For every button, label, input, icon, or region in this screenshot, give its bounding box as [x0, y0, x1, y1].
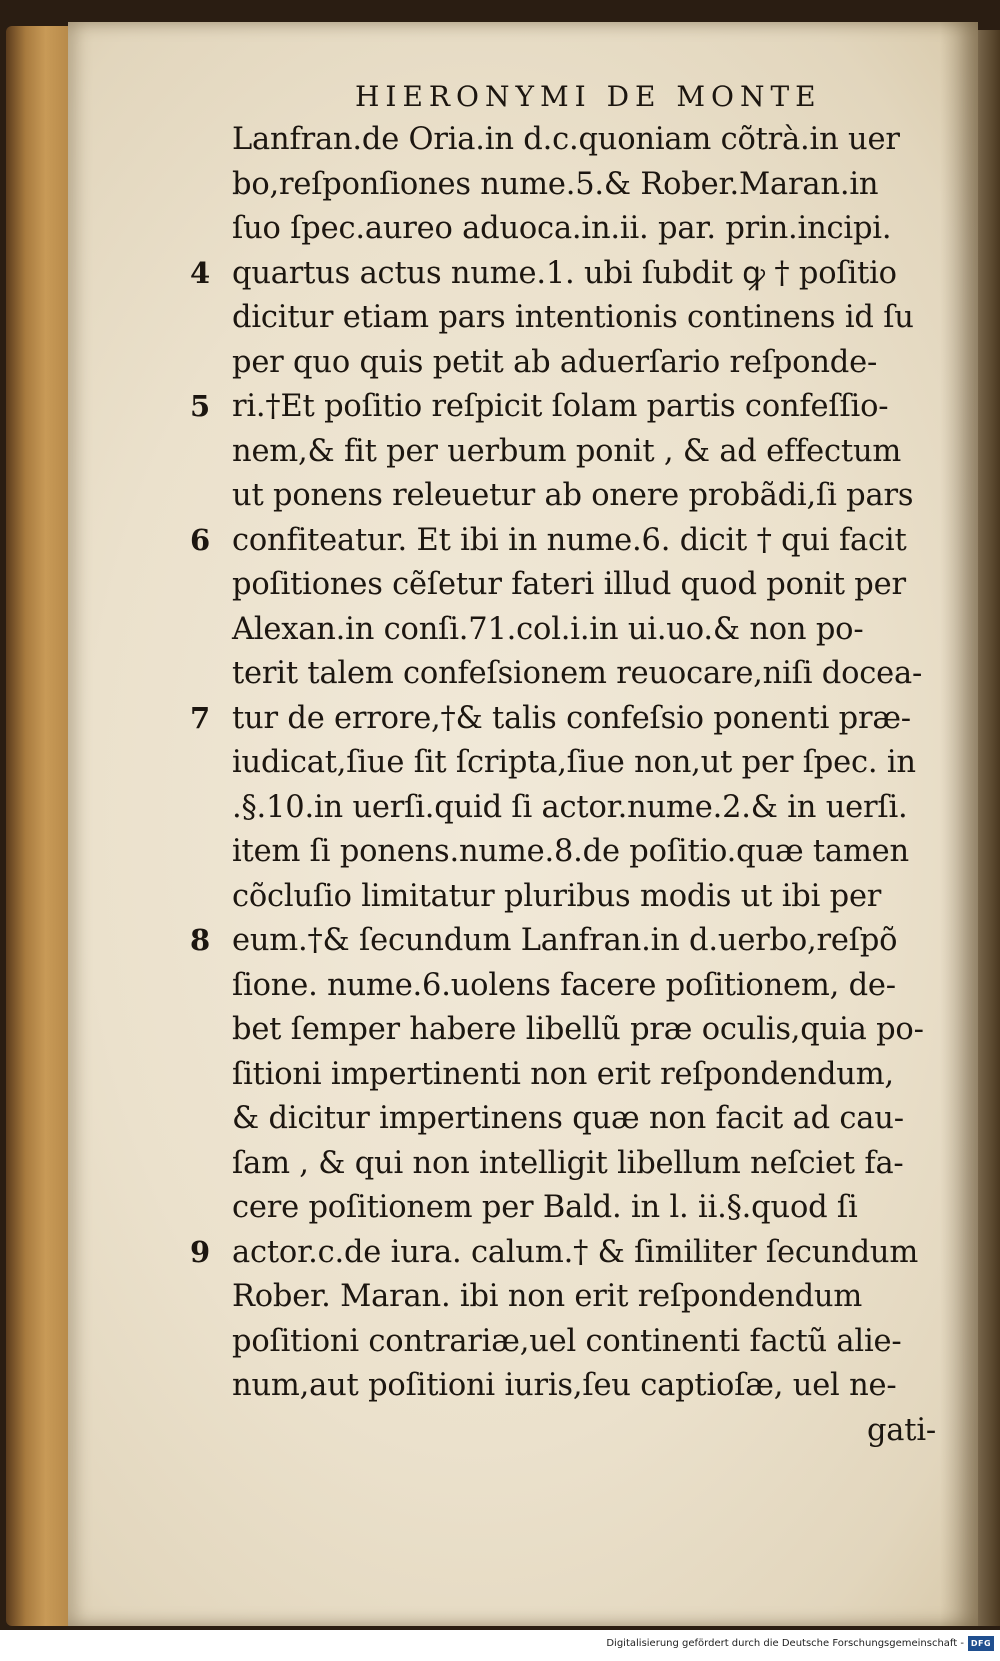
marginal-number: 4	[190, 255, 211, 290]
text-line: .§.10.in uerſi.quid ſi actor.nume.2.& in uerſi.	[232, 789, 908, 825]
text-line: poſitioni contrariæ,uel continenti factũ alie-	[232, 1323, 902, 1359]
catchword: gati-	[866, 1412, 936, 1448]
text-line: item ſi ponens.nume.8.de poſitio.quæ tamen	[232, 834, 909, 869]
marginal-number: 5	[190, 389, 211, 423]
marginal-number: 7	[190, 700, 211, 735]
text-line: quartus actus nume.1. ubi ſubdit ꝙ † poſitio	[232, 255, 897, 291]
text-line: cere poſitionem per Bald. in l. ii.§.quod ſi	[232, 1190, 858, 1225]
text-line: actor.c.de iura. calum.† & ſimiliter ſecundum	[232, 1234, 919, 1270]
marginal-number: 9	[190, 1234, 211, 1269]
text-line: ſione. nume.6.uolens facere poſitionem, de-	[232, 967, 896, 1003]
text-line: Lanfran.de Oria.in d.c.quoniam cõtrà.in uer	[232, 122, 900, 157]
text-line: ſuo ſpec.aureo aduoca.in.ii. par. prin.incipi.	[232, 211, 892, 246]
text-line: dicitur etiam pars intentionis continens id ſu	[232, 300, 914, 335]
text-line: & dicitur impertinens quæ non facit ad cau-	[232, 1101, 904, 1136]
text-line: confiteatur. Et ibi in nume.6. dicit † qui facit	[232, 522, 907, 558]
marginal-number: 8	[190, 923, 211, 957]
text-line: ri.†Et poſitio reſpicit ſolam partis confeſſio-	[232, 389, 889, 424]
text-line: terit talem confeſsionem reuocare,niſi docea-	[232, 656, 923, 691]
dfg-logo: DFG	[968, 1636, 994, 1651]
text-line: nem,& fit per uerbum ponit , & ad effectum	[232, 433, 902, 469]
text-line: Rober. Maran. ibi non erit reſpondendum	[232, 1279, 863, 1314]
book-gutter-right	[976, 30, 1000, 1626]
footer-credit: Digitalisierung gefördert durch die Deutsche Forschungsgemeinschaft -	[606, 1638, 964, 1649]
running-head: HIERONYMI DE MONTE	[355, 80, 822, 113]
text-line: bet ſemper habere libellũ præ oculis,quia po-	[232, 1012, 924, 1047]
text-line: bo,reſponſiones nume.5.& Rober.Maran.in	[232, 166, 879, 202]
text-line: Alexan.in conſi.71.col.i.in ui.uo.& non po-	[232, 611, 864, 647]
text-line: ſitioni impertinenti non erit reſpondendum,	[232, 1056, 894, 1092]
text-line: poſitiones cẽſetur fateri illud quod ponit per	[232, 567, 906, 602]
text-line: tur de errore,†& talis confeſsio ponenti præ-	[232, 700, 911, 736]
page-edges-left	[6, 26, 72, 1626]
text-block	[232, 118, 952, 1453]
text-line: num,aut poſitioni iuris,ſeu captioſæ, uel ne-	[232, 1368, 897, 1403]
text-line: cõcluſio limitatur pluribus modis ut ibi per	[232, 878, 882, 914]
text-line: ut ponens releuetur ab onere probãdi,ſi pars	[232, 478, 914, 513]
text-line: iudicat,ſiue ſit ſcripta,ſiue non,ut per ſpec. in	[232, 745, 916, 780]
text-line: eum.†& ſecundum Lanfran.in d.uerbo,reſpõ	[232, 923, 898, 958]
text-line: ſam , & qui non intelligit libellum neſciet fa-	[232, 1145, 904, 1181]
marginal-number: 6	[190, 522, 211, 557]
text-line: per quo quis petit ab aduerſario reſponde-	[232, 344, 878, 380]
